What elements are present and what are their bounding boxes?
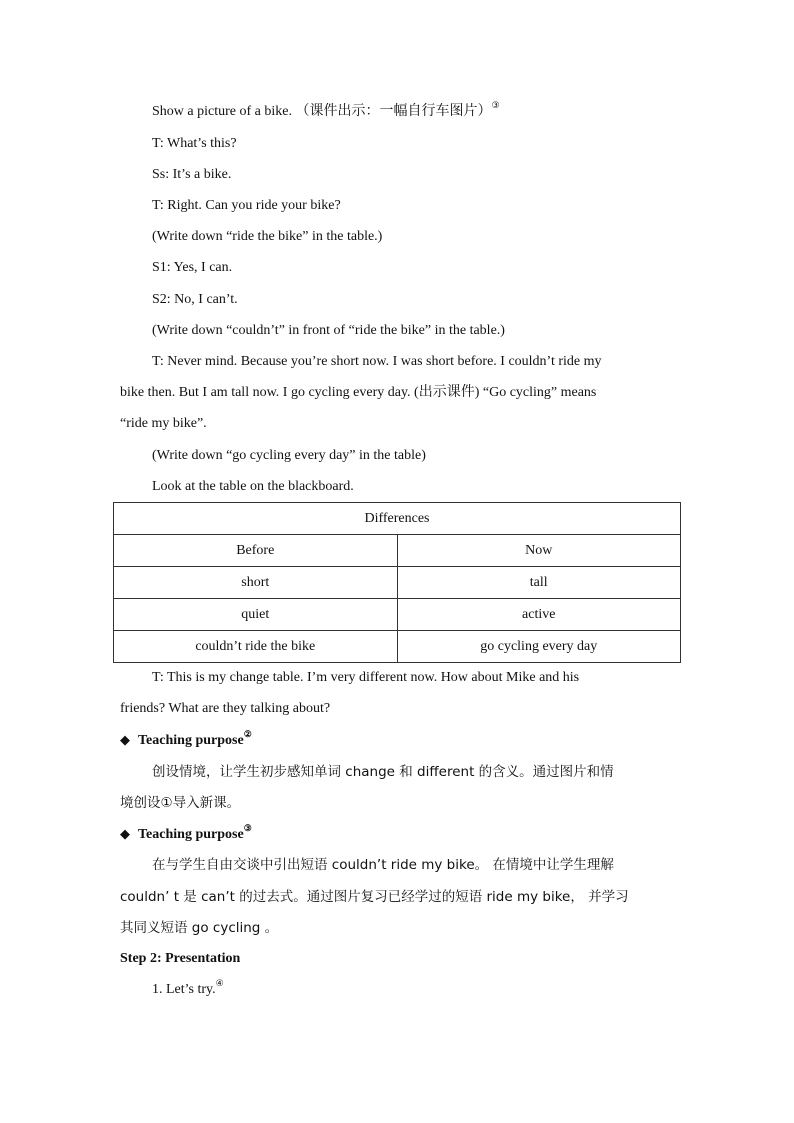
table-row — [114, 599, 681, 631]
text-line: Show a picture of a bike. （课件出示：一幅自行车图片）③ — [152, 100, 500, 119]
text-line: couldn’ t 是 can’t 的过去式。通过图片复习已经学过的短语 ride my bike， 并学习 — [120, 889, 629, 905]
table-cell: couldn’t ride the bike — [114, 631, 398, 663]
footnote-marker: ③ — [243, 823, 252, 833]
table-row — [114, 503, 681, 535]
text-line: 境创设①导入新课。 — [120, 795, 241, 811]
column-header-before: Before — [114, 535, 398, 567]
teaching-purpose-heading: ◆ Teaching purpose② — [120, 729, 252, 748]
table-cell: tall — [397, 567, 681, 599]
text-line: T: This is my change table. I’m very different now. How about Mike and his — [152, 670, 580, 685]
list-item: 1. Let’s try.④ — [152, 978, 224, 997]
column-header-now: Now — [397, 535, 681, 567]
text-line: T: Right. Can you ride your bike? — [152, 198, 341, 213]
text-line: “ride my bike”. — [120, 416, 207, 431]
table-cell: short — [114, 567, 398, 599]
differences-table — [113, 502, 681, 663]
table-cell: quiet — [114, 599, 398, 631]
teaching-purpose-heading: ◆ Teaching purpose③ — [120, 823, 252, 842]
text-line: Look at the table on the blackboard. — [152, 479, 354, 494]
text-line: 创设情境，让学生初步感知单词 change 和 different 的含义。通过图片和情 — [152, 764, 614, 780]
text-line: friends? What are they talking about? — [120, 701, 331, 716]
text-line: Ss: It’s a bike. — [152, 167, 232, 182]
footnote-marker: ④ — [215, 978, 224, 988]
diamond-bullet-icon: ◆ — [120, 826, 130, 841]
text-line: (Write down “ride the bike” in the table.) — [152, 229, 383, 244]
text-line: S2: No, I can’t. — [152, 292, 238, 307]
text-line: T: What’s this? — [152, 136, 237, 151]
footnote-marker: ② — [243, 729, 252, 739]
text-line: (Write down “couldn’t” in front of “ride the bike” in the table.) — [152, 323, 505, 338]
table-cell: go cycling every day — [397, 631, 681, 663]
text-line: 在与学生自由交谈中引出短语 couldn’t ride my bike。 在情境中让学生理解 — [152, 857, 614, 873]
text-line: bike then. But I am tall now. I go cycling every day. (出示课件) “Go cycling” means — [120, 385, 597, 400]
table-row — [114, 567, 681, 599]
text-line: (Write down “go cycling every day” in the table) — [152, 448, 426, 463]
step-heading: Step 2: Presentation — [120, 951, 241, 966]
text-line: T: Never mind. Because you’re short now. I was short before. I couldn’t ride my — [152, 354, 602, 369]
text-line: 其同义短语 go cycling 。 — [120, 920, 279, 936]
table-title: Differences — [114, 503, 681, 535]
table-cell: active — [397, 599, 681, 631]
table-row — [114, 631, 681, 663]
text-line: S1: Yes, I can. — [152, 260, 233, 275]
diamond-bullet-icon: ◆ — [120, 732, 130, 747]
footnote-marker: ③ — [491, 100, 500, 110]
table-header-row — [114, 535, 681, 567]
